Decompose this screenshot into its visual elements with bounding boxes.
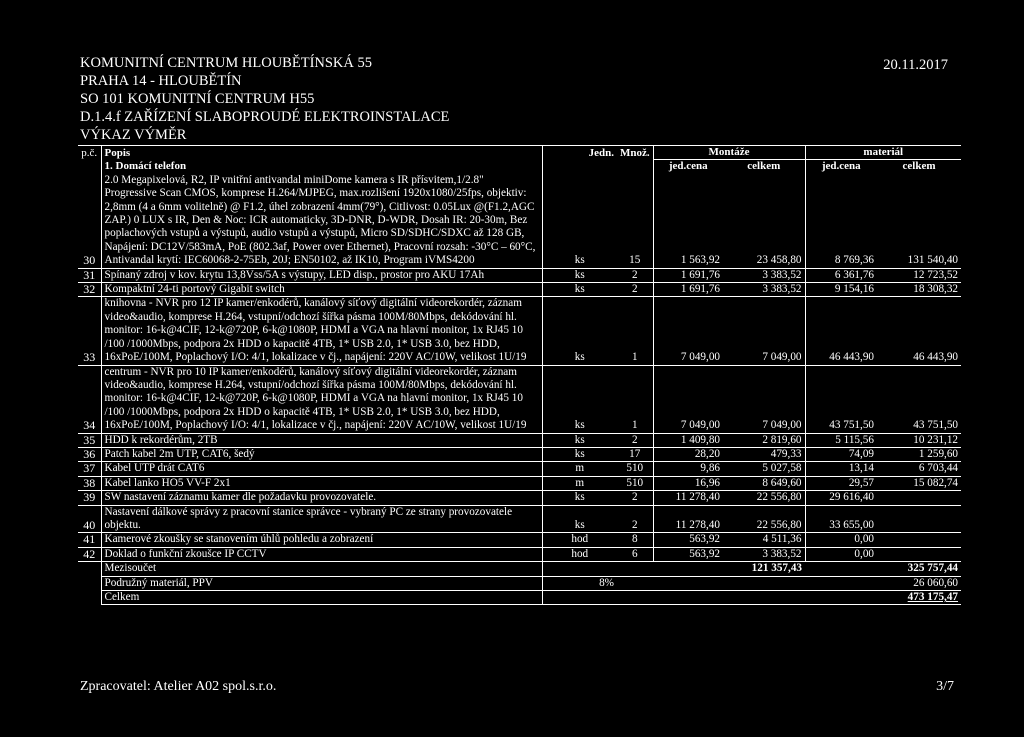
item-material-total: 43 751,50 [877,365,961,433]
item-number: 32 [78,283,101,297]
item-quantity: 2 [617,268,653,282]
table-row [78,433,961,447]
table-row [78,491,961,505]
item-assembly-unit-price: 1 563,92 [653,174,723,268]
item-description: Kamerové zkoušky se stanovením úhlů pohledu a zobrazení [101,533,542,547]
item-assembly-total: 22 556,80 [723,505,805,533]
item-description: Kompaktní 24-ti portový Gigabit switch [101,283,542,297]
table-row [78,297,961,365]
item-unit: ks [542,433,617,447]
item-assembly-total: 8 649,60 [723,476,805,490]
item-material-unit-price: 5 115,56 [805,433,877,447]
item-quantity: 17 [617,447,653,461]
bill-of-quantities-table [78,145,961,605]
item-material-total [877,547,961,561]
item-material-unit-price: 9 154,16 [805,283,877,297]
item-number: 33 [78,297,101,365]
project-location: PRAHA 14 - HLOUBĚTÍN [80,73,242,89]
auxiliary-material-percent: 8% [542,576,617,590]
table-subheader-row [78,160,961,174]
item-number: 37 [78,462,101,476]
item-quantity: 510 [617,476,653,490]
item-quantity: 15 [617,174,653,268]
item-unit: ks [542,365,617,433]
item-description: SW nastavení záznamu kamer dle požadavku provozovatele. [101,491,542,505]
item-assembly-total: 7 049,00 [723,297,805,365]
item-assembly-unit-price: 11 278,40 [653,491,723,505]
table-row [78,268,961,282]
item-material-total: 18 308,32 [877,283,961,297]
table-row [78,505,961,533]
item-material-unit-price: 29 616,40 [805,491,877,505]
table-row [78,462,961,476]
item-description: Patch kabel 2m UTP, CAT6, šedý [101,447,542,461]
subtotal-label: Mezisoučet [101,562,542,576]
item-assembly-total: 2 819,60 [723,433,805,447]
building-object: SO 101 KOMUNITNÍ CENTRUM H55 [80,91,315,107]
item-assembly-total: 3 383,52 [723,547,805,561]
table-row [78,476,961,490]
section-heading: 1. Domácí telefon [101,160,542,174]
item-number: 38 [78,476,101,490]
item-unit: ks [542,268,617,282]
item-material-unit-price: 0,00 [805,547,877,561]
table-row [78,174,961,268]
document-date: 20.11.2017 [883,57,948,73]
item-description: Spínaný zdroj v kov. krytu 13,8Vss/5A s výstupy, LED disp., prostor pro AKU 17Ah [101,268,542,282]
col-header-mont-celkem: celkem [723,160,805,174]
item-material-total: 10 231,12 [877,433,961,447]
item-material-unit-price: 46 443,90 [805,297,877,365]
item-assembly-unit-price: 7 049,00 [653,297,723,365]
table-row [78,365,961,433]
col-header-mat-jedcena: jed.cena [805,160,877,174]
item-material-total [877,533,961,547]
subtotal-montaze: 121 357,43 [723,562,805,576]
item-number: 30 [78,174,101,268]
item-number: 31 [78,268,101,282]
item-material-unit-price: 29,57 [805,476,877,490]
item-description: Kabel lanko HO5 VV-F 2x1 [101,476,542,490]
item-assembly-unit-price: 11 278,40 [653,505,723,533]
item-number: 42 [78,547,101,561]
item-assembly-unit-price: 7 049,00 [653,365,723,433]
item-unit: ks [542,505,617,533]
table-row [78,447,961,461]
item-material-total: 12 723,52 [877,268,961,282]
item-description: HDD k rekordérům, 2TB [101,433,542,447]
auxiliary-material-label: Podružný materiál, PPV [101,576,542,590]
item-description: 2.0 Megapixelová, R2, IP vnitřní antivandal miniDome kamera s IR přísvitem,1/2.8" Progressive Scan CMOS, komprese H.264/MJPEG, max.rozlišení 1920x1080/25fps, objektiv: 2,8mm (4 a 6mm volitelně) @ F1.2, úhel zobrazení 4mm(79°), Citlivost: 0.05Lux @(F1.2,AGC ZAP.) 0 LUX s IR, Den & Noc: ICR automaticky, 3D-DNR, D-WDR, Dosah IR: 20-30m, Bez poplachových vstupů a výstupů, audio vstupů a výstupů, Micro SD/SDHC/SDXC až 128 GB, Napájení: DC12V/583mA, PoE (802.3af, Power over Ethernet), Pracovní rozsah: -30°C – 60°C, Antivandal krytí: IEC60068-2-75Eb, 20J; EN50102, až IK10, Program iVMS4200 [101,174,542,268]
auxiliary-material-row [78,576,961,590]
summary-section [78,562,961,605]
item-number: 36 [78,447,101,461]
item-assembly-total: 5 027,58 [723,462,805,476]
item-unit: ks [542,283,617,297]
item-quantity: 510 [617,462,653,476]
table-row [78,533,961,547]
item-material-total: 46 443,90 [877,297,961,365]
item-quantity: 1 [617,365,653,433]
item-material-unit-price: 6 361,76 [805,268,877,282]
item-material-total: 15 082,74 [877,476,961,490]
table-row [78,547,961,561]
item-assembly-unit-price: 563,92 [653,533,723,547]
col-header-mat-celkem: celkem [877,160,961,174]
item-unit: m [542,476,617,490]
item-quantity: 1 [617,297,653,365]
col-header-mont-jedcena: jed.cena [653,160,723,174]
item-material-unit-price: 8 769,36 [805,174,877,268]
item-number: 41 [78,533,101,547]
item-material-unit-price: 13,14 [805,462,877,476]
item-assembly-unit-price: 16,96 [653,476,723,490]
project-title: KOMUNITNÍ CENTRUM HLOUBĚTÍNSKÁ 55 [80,55,372,71]
item-assembly-total: 23 458,80 [723,174,805,268]
document-type: VÝKAZ VÝMĚR [80,127,187,143]
item-material-total: 1 259,60 [877,447,961,461]
footer-author: Zpracovatel: Atelier A02 spol.s.r.o. [80,679,277,694]
col-header-material: materiál [805,146,961,160]
item-unit: ks [542,174,617,268]
col-header-pc: p.č. [78,146,101,160]
item-assembly-total: 7 049,00 [723,365,805,433]
item-description: Nastavení dálkové správy z pracovní stanice správce - vybraný PC ze strany provozovatele objektu. [101,505,542,533]
item-assembly-unit-price: 1 691,76 [653,283,723,297]
item-quantity: 6 [617,547,653,561]
item-unit: hod [542,533,617,547]
subtotal-material: 325 757,44 [877,562,961,576]
item-unit: ks [542,447,617,461]
table-header-row [78,146,961,160]
item-description: knihovna - NVR pro 12 IP kamer/enkodérů, kanálový síťový digitální videorekordér, záznam video&audio, komprese H.264, vstupní/odchozí šířka pásma 100M/80Mbps, dekódování hl. monitor: 16-k@4CIF, 12-k@720P, 6-k@1080P, HDMI a VGA na hlavní monitor, 1x RJ45 10 /100 /1000Mbps, podpora 2x HDD o kapacitě 4TB, 1* USB 2.0, 1* USB 3.0, bez HDD, 16xPoE/100M, Poplachový I/O: 4/1, lokalizace v čj., napájení: 220V AC/10W, velikost 1U/19 [101,297,542,365]
item-unit: m [542,462,617,476]
item-assembly-total: 4 511,36 [723,533,805,547]
item-unit: ks [542,491,617,505]
item-assembly-total: 3 383,52 [723,283,805,297]
item-assembly-unit-price: 9,86 [653,462,723,476]
item-description: centrum - NVR pro 10 IP kamer/enkodérů, kanálový síťový digitální videorekordér, záznam video&audio, komprese H.264, vstupní/odchozí šířka pásma 100M/80Mbps, dekódování hl. monitor: 16-k@4CIF, 12-k@720P, 6-k@1080P, HDMI a VGA na hlavní monitor, 1x RJ45 10 /100 /1000Mbps, podpora 2x HDD o kapacitě 4TB, 1* USB 2.0, 1* USB 3.0, bez HDD, 16xPoE/100M, Poplachový I/O: 4/1, lokalizace v čj., napájení: 220V AC/10W, velikost 1U/19 [101,365,542,433]
item-material-total: 6 703,44 [877,462,961,476]
item-assembly-total: 3 383,52 [723,268,805,282]
item-material-total [877,505,961,533]
auxiliary-material-value: 26 060,60 [877,576,961,590]
item-material-total [877,491,961,505]
item-assembly-total: 22 556,80 [723,491,805,505]
grand-total-row [78,591,961,605]
item-number: 34 [78,365,101,433]
item-assembly-unit-price: 1 409,80 [653,433,723,447]
footer-page-number: 3/7 [936,679,954,694]
item-material-unit-price: 74,09 [805,447,877,461]
item-description: Doklad o funkční zkoušce IP CCTV [101,547,542,561]
item-quantity: 2 [617,433,653,447]
item-quantity: 2 [617,491,653,505]
grand-total-label: Celkem [101,591,542,605]
item-assembly-total: 479,33 [723,447,805,461]
item-unit: hod [542,547,617,561]
item-assembly-unit-price: 28,20 [653,447,723,461]
subtotal-row [78,562,961,576]
grand-total-value: 473 175,47 [877,591,961,605]
item-number: 40 [78,505,101,533]
table-row [78,283,961,297]
item-assembly-unit-price: 563,92 [653,547,723,561]
item-material-unit-price: 33 655,00 [805,505,877,533]
col-header-mnoz: Množ. [617,146,653,160]
section-title: D.1.4.f ZAŘÍZENÍ SLABOPROUDÉ ELEKTROINSTALACE [80,109,450,125]
item-number: 35 [78,433,101,447]
item-material-unit-price: 0,00 [805,533,877,547]
item-quantity: 8 [617,533,653,547]
item-unit: ks [542,297,617,365]
col-header-jedn: Jedn. [542,146,617,160]
item-quantity: 2 [617,283,653,297]
col-header-montaze: Montáže [653,146,805,160]
item-number: 39 [78,491,101,505]
item-quantity: 2 [617,505,653,533]
col-header-popis: Popis [101,146,542,160]
item-material-total: 131 540,40 [877,174,961,268]
item-material-unit-price: 43 751,50 [805,365,877,433]
item-description: Kabel UTP drát CAT6 [101,462,542,476]
item-assembly-unit-price: 1 691,76 [653,268,723,282]
